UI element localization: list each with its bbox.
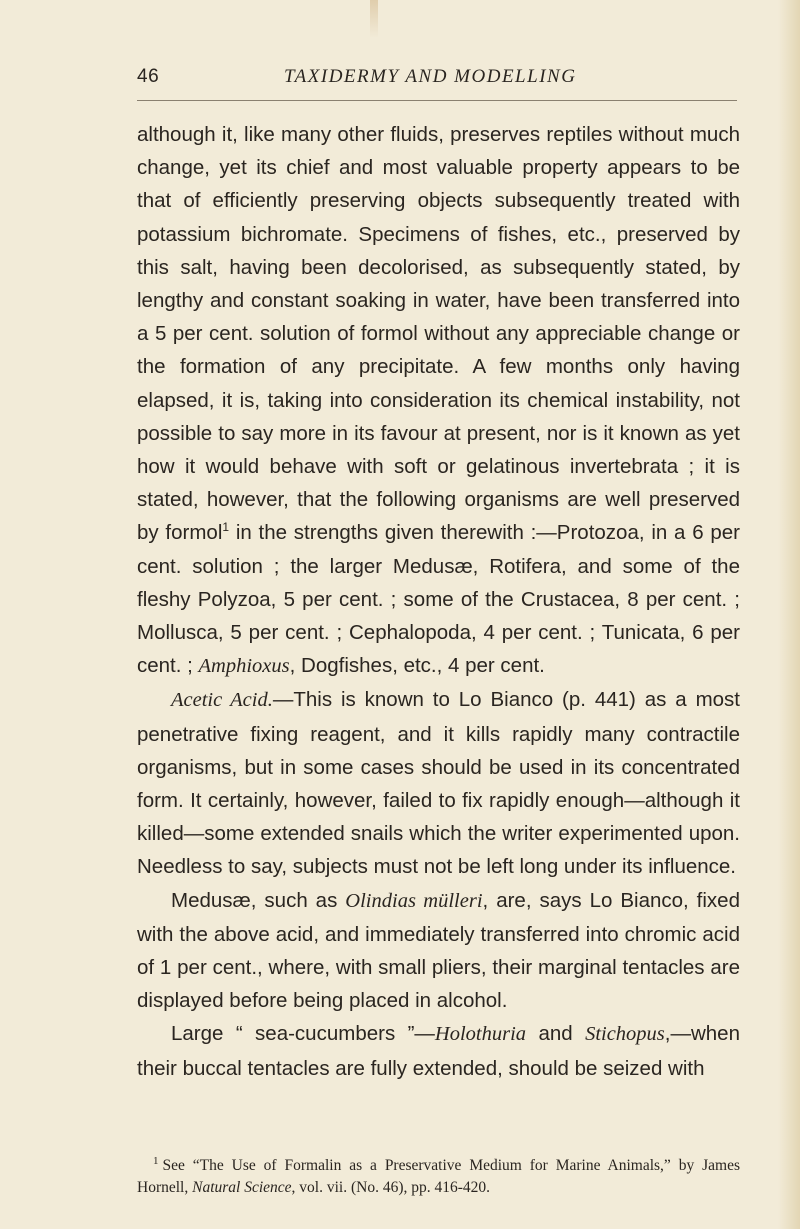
paragraph bbox=[137, 884, 740, 1018]
italic-text: Holothuria bbox=[434, 1023, 527, 1046]
footnote-reference: 1 bbox=[222, 520, 230, 535]
text-run: , are, says Lo Bianco, fixed with the above acid, and immediately transferred into chromic acid of 1 per cent., where, with small pliers, their marginal tentacles are displayed before being placed in alcohol. bbox=[137, 888, 740, 1013]
text-run: —This is known to Lo Bianco (p. 441) as a most penetrative fixing reagent, and it kills rapidly many contractile organisms, but in some cases should be used in its concentrated form. It certainly, however, failed to fix rapidly enough—although it killed—some extended snails which the writer experimented upon. Needless to say, subjects must not be left long under its influence. bbox=[137, 688, 741, 879]
italic-text: Olindias mülleri bbox=[345, 889, 483, 912]
text-run: , Dogfishes, etc., 4 per cent. bbox=[289, 654, 545, 678]
running-title: TAXIDERMY AND MODELLING bbox=[284, 66, 577, 87]
paper-stain bbox=[370, 0, 378, 38]
text-run: Medusæ, such as bbox=[171, 888, 346, 912]
italic-text: Natural Science bbox=[192, 1179, 292, 1196]
italic-text: Amphioxus bbox=[198, 655, 290, 678]
footnote-text bbox=[137, 1154, 740, 1196]
text-run: and bbox=[526, 1022, 586, 1046]
footnote-marker: 1 bbox=[153, 1154, 159, 1167]
text-run: ,—when their buccal tentacles are fully extended, should be seized with bbox=[137, 1022, 740, 1080]
page-edge-discoloration bbox=[778, 0, 800, 1229]
text-run: although it, like many other fluids, preserves reptiles without much change, yet its chief and most valuable property appears to be that of efficiently preserving objects subsequently treated with potassium bichromate. Specimens of fishes, etc., preserved by this salt, having been decolorised, as subsequently stated, by lengthy and constant soaking in water, have been transferred into a 5 per cent. solution of formol without any appreciable change or the formation of any precipitate. A few months only having elapsed, it is, taking into consideration its chemical instability, not possible to say more in its favour at present, nor is it known as yet how it would behave with soft or gelatinous invertebrata ; it is stated, however, that the following organisms are well preserved by formol bbox=[137, 123, 740, 545]
header-rule bbox=[137, 100, 737, 101]
text-run: See “The Use of Formalin as a Preservative Medium for Marine Animals,” by James Hornell, bbox=[137, 1157, 740, 1196]
body-text bbox=[137, 118, 740, 1085]
italic-text: Acetic Acid. bbox=[171, 689, 273, 712]
paragraph bbox=[137, 118, 740, 683]
paragraph bbox=[137, 1017, 740, 1084]
page-number: 46 bbox=[137, 66, 160, 87]
text-run: , vol. vii. (No. 46), pp. 416-420. bbox=[291, 1179, 491, 1196]
text-run: Large “ sea-cucumbers ”— bbox=[171, 1022, 435, 1046]
italic-text: Stichopus bbox=[585, 1023, 665, 1046]
text-run: in the strengths given therewith :—Protozoa, in a 6 per cent. solution ; the larger Medusæ, Rotifera, and some of the fleshy Polyzoa, 5 per cent. ; some of the Crustacea, 8 per cent. ; Mollusca, 5 per cent. ; Cephalopoda, 4 per cent. ; Tunicata, 6 per cent. ; bbox=[137, 521, 740, 678]
paragraph bbox=[137, 683, 740, 883]
footnote bbox=[137, 1155, 740, 1199]
